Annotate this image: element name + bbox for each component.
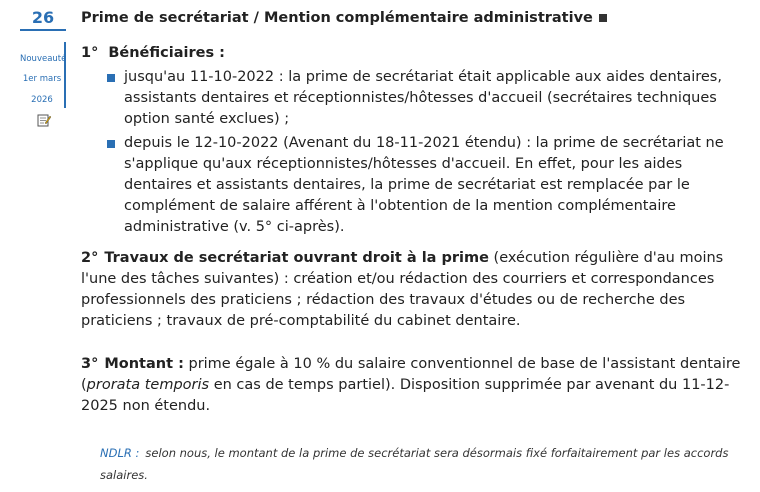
list-item: [107, 133, 747, 238]
section2-number: 2°: [81, 250, 99, 266]
ndlr-note: [100, 442, 740, 486]
section-title-text: Prime de secrétariat / Mention complémentaire administrative: [81, 10, 593, 26]
ndlr-text: selon nous, le montant de la prime de secrétariat sera désormais fixé forfaitairement par les accords salaires.: [100, 446, 729, 482]
section3-heading: Montant :: [104, 356, 184, 372]
list-item: [107, 67, 747, 130]
beneficiaries-list: [107, 67, 747, 241]
sidebar-tag: Nouveauté: [20, 54, 67, 64]
section3-paragraph: [81, 354, 751, 417]
list-item-text: jusqu'au 11-10-2022 : la prime de secrétariat était applicable aux aides dentaires, assistants dentaires et réceptionnistes/hôtesses d'accueil (secrétaires techniques option santé exclues) ;: [124, 69, 722, 127]
list-item-text: depuis le 12-10-2022 (Avenant du 18-11-2021 étendu) : la prime de secrétariat ne s'applique qu'aux réceptionnistes/hôtesses d'accueil. En effet, pour les aides dentaires et assistants dentaires, la prime de secrétariat est remplacée par le complément de salaire afférent à l'obtention de la mention complémentaire administrative (v. 5° ci-après).: [124, 135, 724, 235]
section2-body: (exécution régulière d'au moins l'une des tâches suivantes) : création et/ou rédaction des courriers et correspondances professionnels des praticiens ; rédaction des travaux d'études ou de recherche des praticiens ; travaux de pré-comptabilité du cabinet dentaire.: [81, 250, 724, 329]
section2-paragraph: [81, 248, 751, 332]
paragraph-number-rule: [20, 29, 66, 31]
section2-heading: Travaux de secrétariat ouvrant droit à la prime: [104, 250, 489, 266]
section3-number: 3°: [81, 356, 99, 372]
section1-heading-text: Bénéficiaires :: [108, 45, 225, 61]
ndlr-label: NDLR :: [100, 446, 140, 460]
section1-number: 1°: [81, 45, 99, 61]
section3-italic: prorata temporis: [86, 377, 210, 393]
sidebar-date-line1: 1er mars: [22, 74, 62, 84]
edit-note-icon[interactable]: [37, 113, 51, 127]
section3-body-before: prime égale à 10 % du salaire conventionnel de base de l'assistant dentaire (: [81, 356, 741, 393]
sidebar-date-line2: 2026: [31, 95, 53, 105]
section1-heading: [81, 43, 751, 64]
paragraph-number: 26: [31, 8, 55, 27]
square-bullet-icon: [107, 74, 115, 82]
section-title: [81, 10, 607, 26]
sidebar-update-box: [20, 42, 66, 108]
square-marker-icon: [599, 14, 607, 22]
square-bullet-icon: [107, 140, 115, 148]
section3-body-after: en cas de temps partiel). Disposition supprimée par avenant du 11-12-2025 non étendu.: [81, 377, 730, 414]
